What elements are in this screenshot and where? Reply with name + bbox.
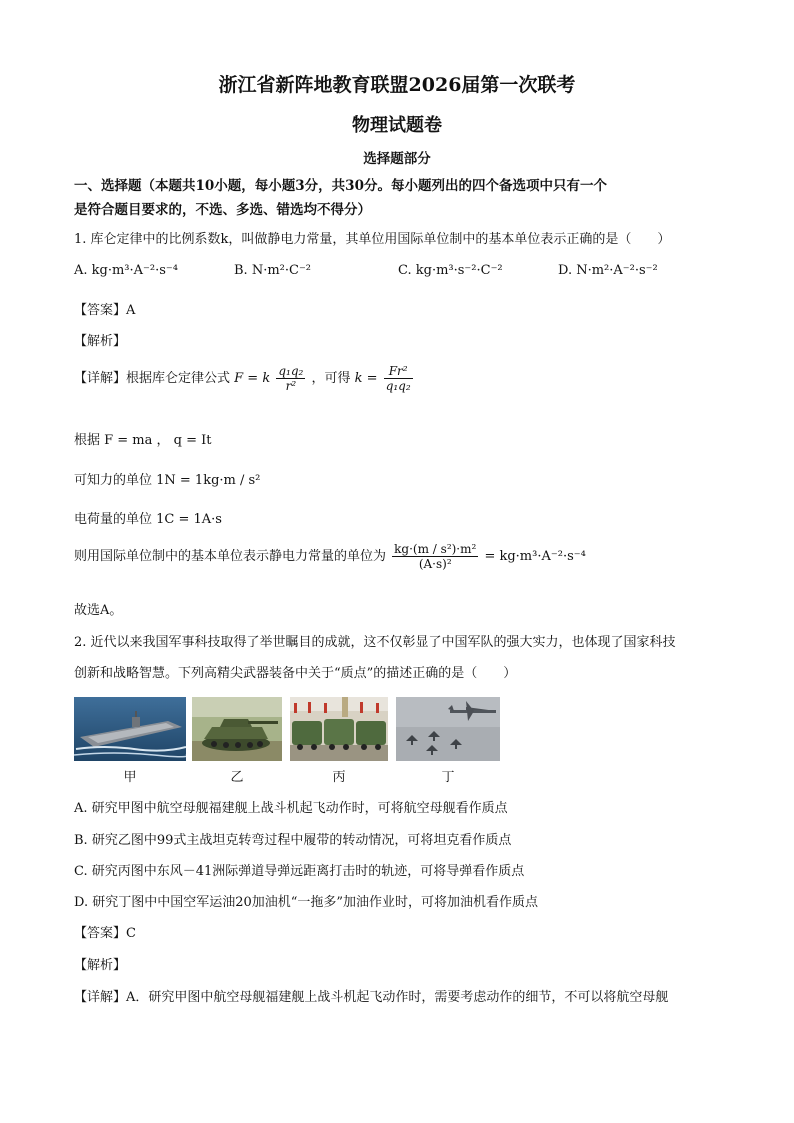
section-title: 选择题部分 <box>363 151 431 167</box>
q2-option-b: B. 研究乙图中99式主战坦克转弯过程中履带的转动情况，可将坦克看作质点 <box>74 833 512 848</box>
q2-stem-line2: 创新和战略智慧。下列高精尖武器装备中关于“质点”的描述正确的是（ ） <box>74 666 517 681</box>
q2-detail-line: 【详解】A．研究甲图中航空母舰福建舰上战斗机起飞动作时，需要考虑动作的细节，不可以将航空母舰 <box>74 990 669 1005</box>
q1-detail-line <box>74 364 415 393</box>
q1-detail-prefix: 【详解】根据库仑定律公式 <box>74 371 231 386</box>
part-heading-line2: 是符合题目要求的，不选、多选、错选均不得分） <box>74 202 371 218</box>
q1-line2: 根据 F = ma ， q = It <box>74 433 212 448</box>
q1-analysis-label: 【解析】 <box>74 334 127 349</box>
q1-line5 <box>74 542 586 571</box>
exam-title: 浙江省新阵地教育联盟2026届第一次联考 <box>218 74 576 96</box>
caption-jia: 甲 <box>123 770 137 785</box>
caption-ding: 丁 <box>441 770 455 785</box>
q1-formula-fraction <box>276 364 305 393</box>
paper-subtitle: 物理试题卷 <box>352 115 442 136</box>
q1-line4: 电荷量的单位 1C = 1A·s <box>74 512 222 527</box>
q1-unit-numerator: kg·(m / s²)·m² <box>394 542 477 556</box>
q1-formula-lhs: F = k <box>234 371 271 386</box>
image-tank <box>192 697 282 761</box>
q1-formula2-fraction <box>384 364 413 393</box>
q1-conclusion: 故选A。 <box>74 603 123 618</box>
image-aircraft-carrier <box>74 697 186 761</box>
q1-option-a: A. kg·m³·A⁻²·s⁻⁴ <box>74 263 178 278</box>
q1-formula2-denominator: q₁q₂ <box>385 379 411 393</box>
caption-yi: 乙 <box>230 770 244 785</box>
q1-line5-rhs: = kg·m³·A⁻²·s⁻⁴ <box>484 549 586 564</box>
q1-formula-numerator: q₁q₂ <box>278 364 304 378</box>
q2-option-d: D. 研究丁图中中国空军运油20加油机“一拖多”加油作业时，可将加油机看作质点 <box>74 895 539 910</box>
q2-answer: 【答案】C <box>74 926 136 941</box>
q1-option-b: B. N·m²·C⁻² <box>234 263 312 278</box>
q1-formula-denominator: r² <box>285 379 297 393</box>
image-tanker-aircraft <box>396 697 500 761</box>
q2-analysis-label: 【解析】 <box>74 958 127 973</box>
image-missile-vehicles <box>290 697 388 761</box>
q1-option-d: D. N·m²·A⁻²·s⁻² <box>558 263 658 278</box>
q2-option-c: C. 研究丙图中东风－41洲际弹道导弹远距离打击时的轨迹，可将导弹看作质点 <box>74 864 525 879</box>
q1-line5-prefix: 则用国际单位制中的基本单位表示静电力常量的单位为 <box>74 549 387 564</box>
caption-bing: 丙 <box>332 770 346 785</box>
q1-formula2-numerator: Fr² <box>384 364 413 379</box>
q2-stem-line1: 2. 近代以来我国军事科技取得了举世瞩目的成就，这不仅彰显了中国军队的强大实力，也体现了国家科技 <box>74 635 676 650</box>
q1-stem: 1. 库仑定律中的比例系数k，叫做静电力常量，其单位用国际单位制中的基本单位表示正确的是（ ） <box>74 232 671 247</box>
q1-detail-mid: ，可得 <box>311 371 351 386</box>
q1-option-c: C. kg·m³·s⁻²·C⁻² <box>398 263 503 278</box>
q1-unit-fraction <box>392 542 478 571</box>
q2-option-a: A. 研究甲图中航空母舰福建舰上战斗机起飞动作时，可将航空母舰看作质点 <box>74 801 508 816</box>
q1-line3: 可知力的单位 1N = 1kg·m / s² <box>74 473 261 488</box>
part-heading-line1: 一、选择题（本题共10小题，每小题3分，共30分。每小题列出的四个备选项中只有一个 <box>74 178 607 194</box>
q1-answer: 【答案】A <box>74 303 136 318</box>
q1-formula2-lhs: k = <box>354 371 378 386</box>
q1-unit-denominator: (A·s)² <box>418 557 452 571</box>
